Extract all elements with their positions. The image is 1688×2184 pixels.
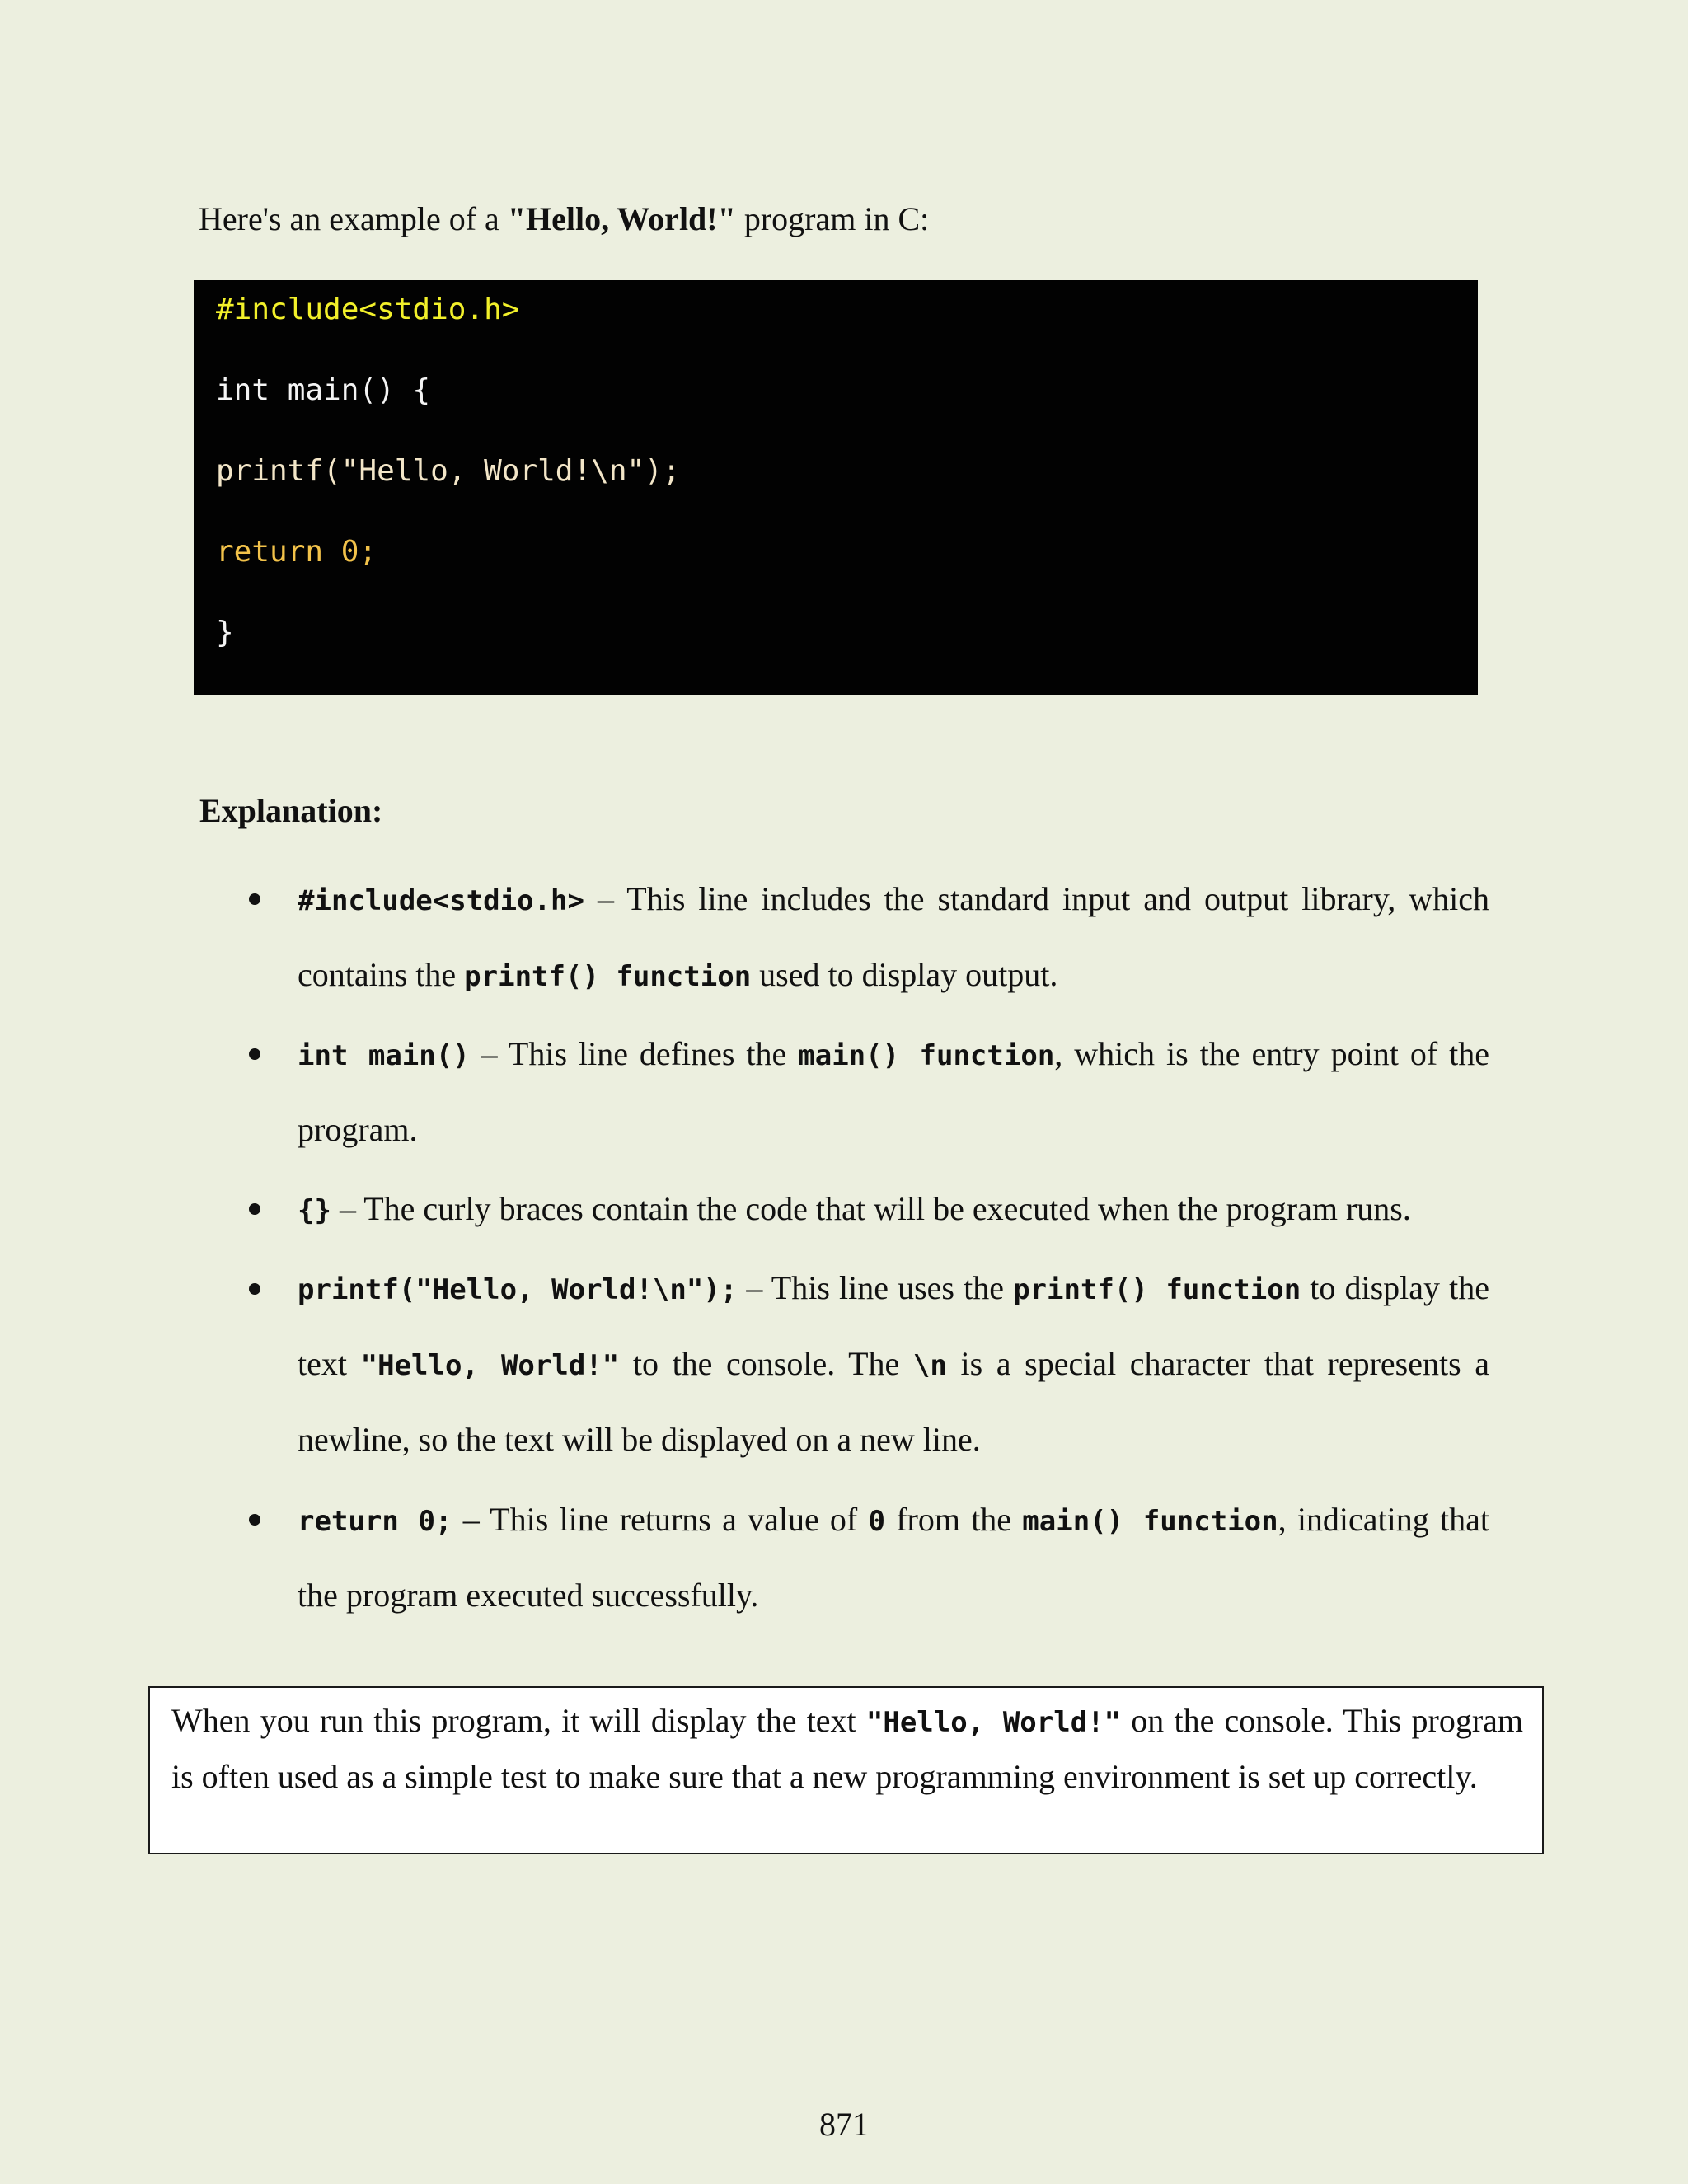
inline-code: "Hello, World!" [865,1706,1122,1739]
list-item-return-line-1 [298,1495,1489,1546]
bullet-icon [249,1514,260,1526]
inline-code: main() function [1022,1505,1278,1538]
item-text: to the console. The [619,1345,913,1382]
item-text: from the [884,1501,1023,1538]
item-text: contains the [298,956,465,993]
bullet-icon [249,1203,260,1215]
inline-code: main() function [798,1039,1055,1072]
code-block [194,280,1478,695]
item-text: – The curly braces contain the code that will be executed when the program runs. [331,1190,1411,1227]
inline-code: 0 [868,1505,885,1538]
item-text: – This line includes the standard input and output library, which [584,880,1489,917]
note-line-2: is often used as a simple test to make sure that a new programming environment is set up correctly. [171,1758,1478,1795]
note-text: on the console. This program [1121,1702,1524,1739]
item-text: – This line defines the [469,1035,799,1072]
code-line-include: #include<stdio.h> [216,293,520,326]
inline-code: "Hello, World!" [360,1349,620,1382]
explanation-heading: Explanation: [199,792,383,829]
intro-text [199,194,929,244]
intro-prefix: Here's an example of a [199,200,508,237]
inline-code: {} [298,1194,331,1227]
intro-suffix: program in C: [735,200,930,237]
bullet-icon [249,1048,260,1060]
bullet-icon [249,1283,260,1295]
code-line-main: int main() { [216,373,431,407]
note-text: When you run this program, it will display the text [171,1702,866,1739]
inline-code: printf("Hello, World!\n"); [298,1273,738,1306]
code-line-close-brace: } [216,616,234,649]
list-item-printf-line-1 [298,1263,1489,1315]
item-text: used to display output. [751,956,1058,993]
inline-code: printf() function [464,960,752,993]
list-item-braces-line-1 [298,1184,1489,1235]
list-item-include-line-1 [298,874,1489,926]
list-item-main-line-1 [298,1029,1489,1080]
inline-code: #include<stdio.h> [298,884,584,917]
list-item-main-line-2: program. [298,1111,418,1148]
list-item-printf-line-2 [298,1339,1489,1390]
list-item-return-line-2: the program executed successfully. [298,1577,759,1614]
item-text: text [298,1345,361,1382]
inline-code: int main() [298,1039,470,1072]
list-item-printf-line-3: newline, so the text will be displayed on a new line. [298,1421,981,1458]
code-line-return: return 0; [216,535,377,569]
item-text: to display the [1301,1269,1490,1306]
intro-bold: "Hello, World!" [507,200,736,237]
inline-code: printf() function [1013,1273,1301,1306]
inline-code: \n [912,1349,947,1382]
page-number: 871 [819,2106,869,2143]
inline-code: return 0; [298,1505,452,1538]
bullet-icon [249,893,260,905]
list-item-include-line-2 [298,950,1489,1001]
item-text: – This line returns a value of [452,1501,869,1538]
item-text: , which is the entry point of the [1054,1035,1490,1072]
item-text: is a special character that represents a [946,1345,1490,1382]
item-text: , indicating that [1278,1501,1489,1538]
item-text: – This line uses the [737,1269,1014,1306]
code-line-printf: printf("Hello, World!\n"); [216,454,681,488]
note-box [148,1686,1544,1854]
note-line-1 [171,1696,1523,1747]
